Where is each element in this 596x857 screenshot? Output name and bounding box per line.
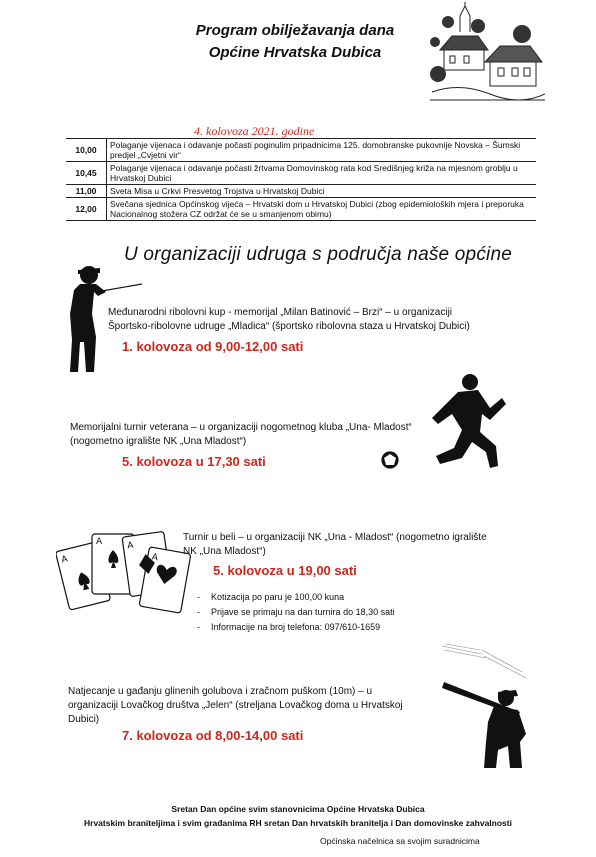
footer-greeting-veterans: Hrvatskim braniteljima i svim građanima RH sretan Dan hrvatskih branitelja i Dan domovinske zahvalnosti (84, 818, 512, 828)
schedule-desc: Svečana sjednica Općinskog vijeća – Hrvatski dom u Hrvatskoj Dubici (zbog epidemioloških mjera i preporuka Nacionalnog stožera CZ održat će se u smanjenom obimu) (110, 199, 524, 219)
schedule-desc: Sveta Misa u Crkvi Presvetog Trojstva u Hrvatskoj Dubici (110, 186, 325, 196)
playing-cards-icon (56, 528, 194, 624)
football-event-line-2: (nogometno igralište NK „Una Mladost“) (70, 436, 247, 447)
schedule-date: 4. kolovoza 2021. godine (194, 124, 315, 138)
fishing-event-line-1: Međunarodni ribolovni kup - memorijal „Milan Batinović – Brzi“ – u organizaciji (108, 307, 453, 318)
page-title-line-2: Općine Hrvatska Dubica (208, 44, 382, 61)
footer-greeting: Sretan Dan općine svim stanovnicima Općine Hrvatska Dubica (171, 804, 425, 814)
page-title-line-1: Program obilježavanja dana (195, 22, 395, 39)
cards-event-line-1: Turnir u beli – u organizaciji NK „Una - Mladost“ (nogometno igralište (183, 532, 487, 543)
cards-event-date: 5. kolovoza u 19,00 sati (213, 563, 357, 578)
village-sketch-icon (430, 2, 545, 104)
svg-text:A: A (126, 540, 135, 552)
section-heading: U organizaciji udruga s područja naše općine (124, 244, 512, 265)
svg-text:A: A (150, 552, 159, 564)
svg-text:A: A (60, 554, 69, 566)
fishing-event-date: 1. kolovoza od 9,00-12,00 sati (122, 339, 304, 354)
shooting-event-line-2: organizaciji Lovačkog društva „Jelen“ (streljana Lovačkog doma u Hrvatskoj (68, 700, 403, 711)
schedule-desc: Polaganje vijenaca i odavanje počasti poginulim pripadnicima 125. domobranske pukovnije Novska – Šumski predjel „Cvjetni vir“ (110, 140, 521, 160)
schedule-row (66, 184, 536, 197)
schedule-time: 10,00 (66, 139, 107, 161)
footer-signature: Općinska načelnica sa svojim suradnicima (320, 836, 480, 846)
list-item: - Kotizacija po paru je 100,00 kuna (197, 590, 395, 605)
schedule-row (66, 161, 536, 184)
shooting-event-line-1: Natjecanje u gađanju glinenih golubova i zračnom puškom (10m) – u (68, 686, 373, 697)
hunter-silhouette-icon (422, 642, 532, 770)
football-event-date: 5. kolovoza u 17,30 sati (122, 454, 266, 469)
schedule-time: 11,00 (66, 185, 107, 197)
list-item: - Prijave se primaju na dan turnira do 18,30 sati (197, 605, 395, 620)
schedule-row (66, 197, 536, 221)
schedule-desc: Polaganje vijenaca i odavanje počasti žrtvama Domovinskog rata kod Središnjeg križa na mjesnom groblju u Hrvatskoj Dubici (110, 163, 518, 183)
schedule-time: 10,45 (66, 162, 107, 184)
schedule-row (66, 138, 536, 161)
cards-info-list (197, 590, 395, 635)
cards-event-line-2: NK „Una Mladost“) (183, 546, 266, 557)
shooting-event-line-3: Dubici) (68, 714, 100, 725)
svg-text:A: A (96, 537, 103, 547)
fishing-event-line-2: Športsko-ribolovne udruge „Mladica“ (športsko ribolovna staza u Hrvatskoj Dubici) (108, 321, 470, 332)
shooting-event-date: 7. kolovoza od 8,00-14,00 sati (122, 728, 304, 743)
schedule-time: 12,00 (66, 198, 107, 220)
schedule-table (66, 138, 536, 221)
football-event-line-1: Memorijalni turnir veterana – u organizaciji nogometnog kluba „Una- Mladost“ (70, 422, 412, 433)
list-item: - Informacije na broj telefona: 097/610-1659 (197, 620, 395, 635)
